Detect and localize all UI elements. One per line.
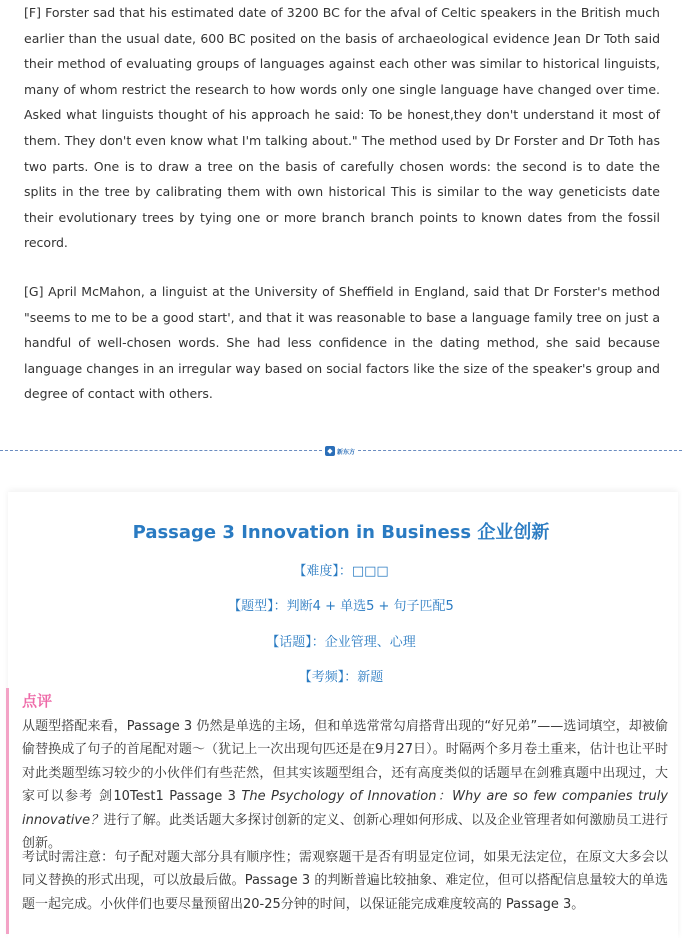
paragraph-f: [F] Forster sad that his estimated date of 3200 BC for the afval of Celtic speakers in the British much earlier than the usual date, 600 BC posited on the basis of archaeological evidence Jean Dr Toth said their method of evaluating groups of languages against each other was similar to historical linguists, many of whom restrict the research to how words only one single language have changed over time. Asked what linguists thought of his approach he said: To be honest,they don't understand it most of them. They don't even know what I'm talking about." The method used by Dr Forster and Dr Toth has two parts. One is to draw a tree on the basis of carefully chosen words: the second is to date the splits in the tree by calibrating them with own historical This is similar to the way geneticists date their evolutionary trees by tying one or more branch branch points to known dates from the fossil record.	[24, 5, 660, 251]
logo-badge-icon: ◆	[325, 446, 335, 456]
comment-accent-bar	[6, 688, 9, 934]
logo-text: 新东方	[336, 448, 355, 456]
paragraph-g: [G] April McMahon, a linguist at the University of Sheffield in England, said that Dr Forster's method "seems to me to be a good start', and that it was reasonable to base a language family tree on just a handful of well-chosen words. She had less confidence in the dating method, she said because language changes in an irregular way based on social factors like the size of the speaker's group and degree of contact with others.	[24, 284, 660, 402]
comment-paragraph-2: 考试时需注意：句子配对题大部分具有顺序性；需观察题干是否有明显定位词，如果无法定位，在原文大多会以同义替换的形式出现，可以放最后做。Passage 3 的判断普遍比较抽象、难定位，但可以搭配信息量较大的单选题一起完成。小伙伴们也要尽量预留出20-25分钟的时间，以保证能完成难度较高的 Passage 3。	[22, 850, 668, 912]
divider-line-left	[0, 450, 322, 451]
comment-text: 进行了解。此类话题大多探讨创新的定义、创新心理如何形成、以及企业管理者如何激励员工进行创新。	[22, 812, 668, 852]
comment-text: 从题型搭配来看，Passage 3 仍然是单选的主场，但和单选常常勾肩搭背出现的“好兄弟”——选词填空，却被偷偷替换成了句子的首尾配对题～（犹记上一次出现句匹还是在9月27日）。时隔两个多月卷土重来，估计也让平时对此类题型练习较少的小伙伴们有些茫然，但其实该题型组合，还有高度类似的话题早在剑雅真题中出现过，大家可以参考 剑10Test1 Passage 3	[22, 719, 668, 805]
divider-logo	[324, 444, 356, 458]
comment-paragraph-1	[22, 715, 668, 855]
comment-heading: 点评	[22, 692, 53, 710]
divider-line-right	[358, 450, 682, 451]
reference-title: The Psychology of Innovation：Why are so few companies truly innovative？	[22, 789, 669, 828]
section-divider	[0, 443, 682, 459]
topic-line: 【话题】：企业管理、心理	[266, 635, 416, 650]
frequency-line: 【考频】：新题	[298, 670, 384, 685]
question-types-line: 【题型】：判断4 + 单选5 + 句子匹配5	[228, 599, 454, 614]
difficulty-line: 【难度】：□□□	[293, 564, 389, 579]
passage-title: Passage 3 Innovation in Business 企业创新	[132, 522, 550, 543]
